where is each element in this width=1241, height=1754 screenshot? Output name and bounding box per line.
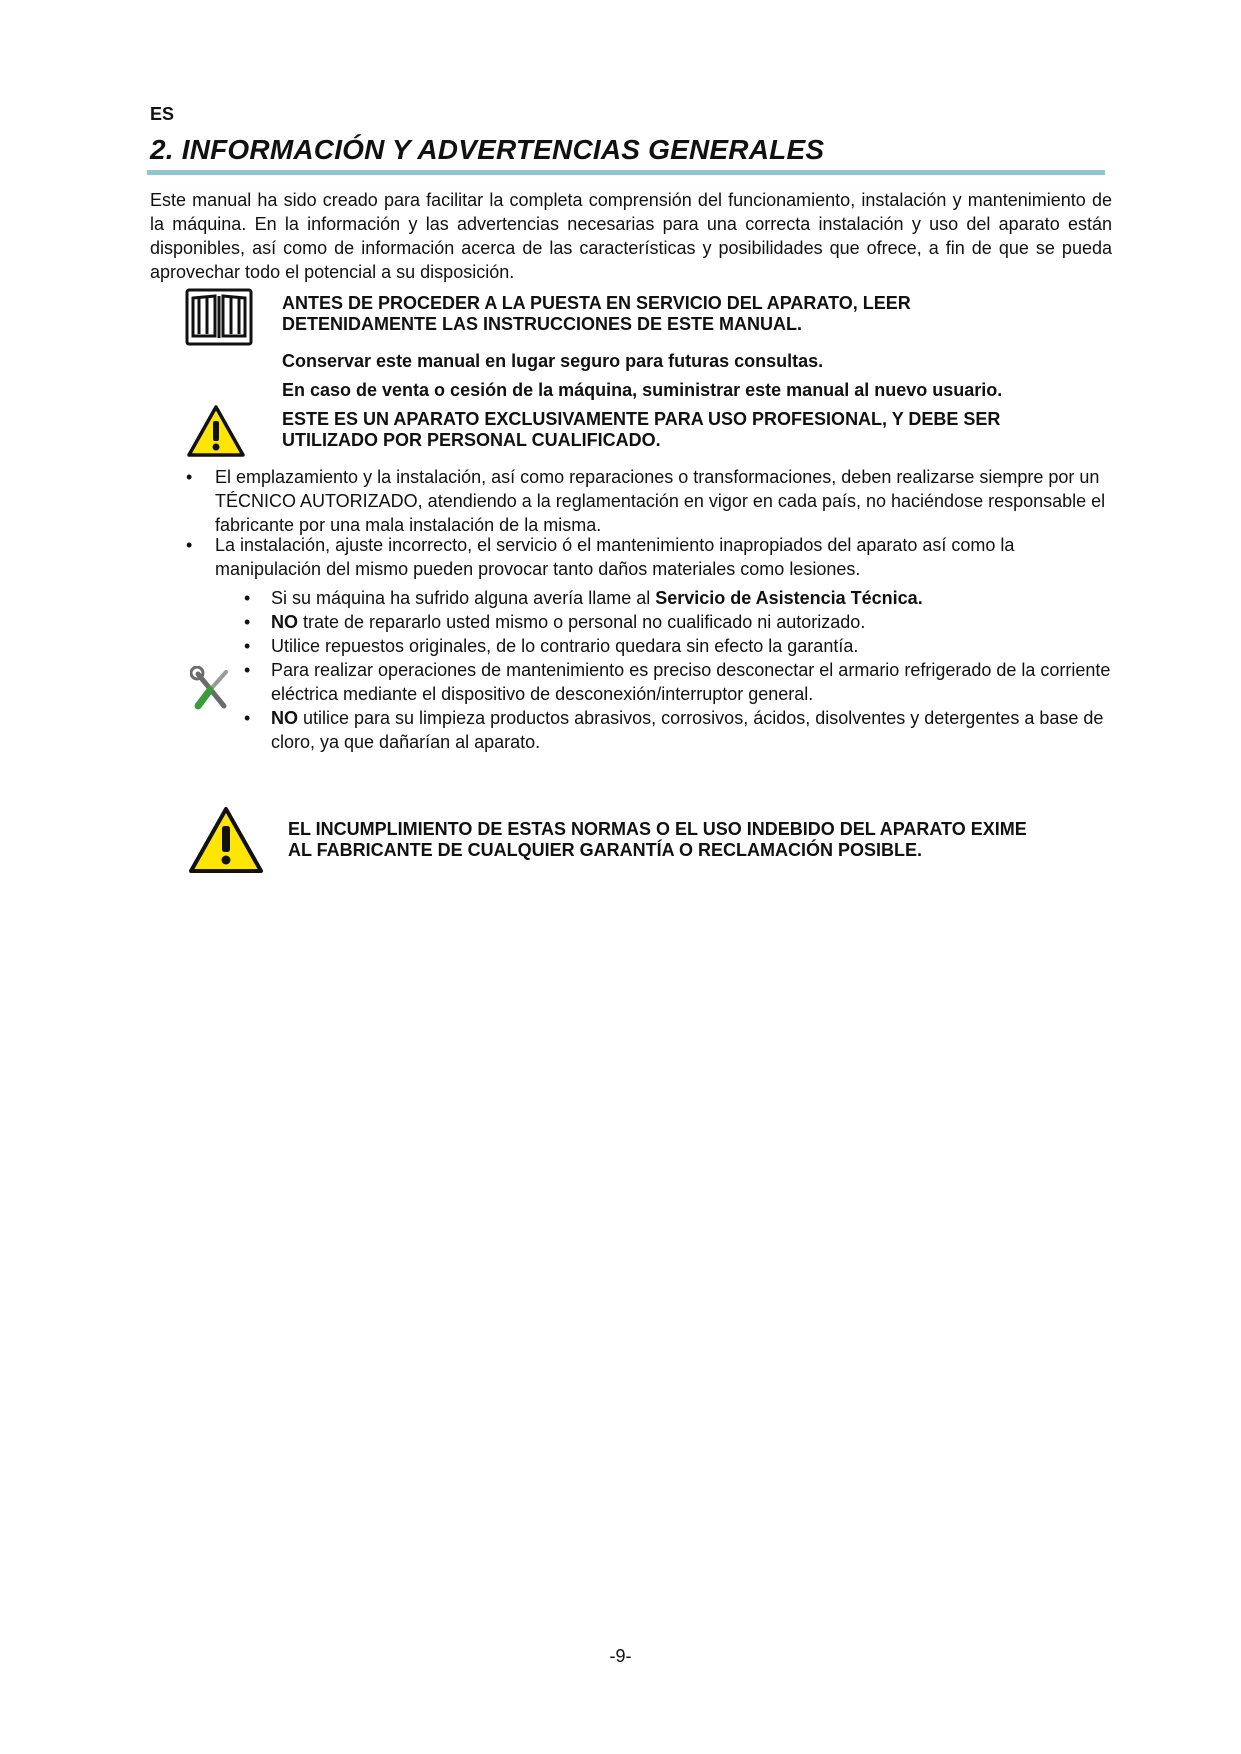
list-item-text: El emplazamiento y la instalación, así como reparaciones o transformaciones, deben realizarse siempre por un TÉCNICO AUTORIZADO, atendiendo a la reglamentación en vigor en cada país, no haciéndose responsable el fabricante por una mala instalación de la misma. <box>215 467 1106 535</box>
bullet-dot: • <box>244 708 251 728</box>
final-warning <box>288 819 1118 861</box>
read-manual-warning <box>282 293 1102 335</box>
sub-list-item-text <box>244 706 1116 754</box>
title-underline <box>147 170 1105 175</box>
list-item-text: La instalación, ajuste incorrecto, el servicio ó el mantenimiento inapropiados del aparato así como la manipulación del mismo pueden provocar tanto daños materiales como lesiones. <box>215 535 1015 579</box>
bullet-dot: • <box>244 588 251 608</box>
bullet-dot: • <box>186 535 193 555</box>
original-parts-text: Utilice repuestos originales, de lo contrario quedara sin efecto la garantía. <box>271 636 859 656</box>
manual-book-icon <box>185 288 253 346</box>
bullet-dot: • <box>186 467 193 487</box>
final-warning-line-1: EL INCUMPLIMIENTO DE ESTAS NORMAS O EL USO INDEBIDO DEL APARATO EXIME <box>288 819 1027 839</box>
no-repair-text: trate de repararlo usted mismo o personal no cualificado ni autorizado. <box>298 612 866 632</box>
warning-triangle-icon <box>188 806 264 874</box>
sub-list-item-text <box>244 586 1116 610</box>
section-title: 2. INFORMACIÓN Y ADVERTENCIAS GENERALES <box>150 134 825 165</box>
language-code: ES <box>150 104 175 124</box>
sale-note: En caso de venta o cesión de la máquina, suministrar este manual al nuevo usuario. <box>282 380 1003 400</box>
no-emphasis: NO <box>271 708 298 728</box>
bullet-dot: • <box>244 612 251 632</box>
disconnect-text: Para realizar operaciones de mantenimiento es preciso desconectar el armario refrigerado de la corriente eléctrica mediante el dispositivo de desconexión/interruptor general. <box>271 660 1111 704</box>
sub-list-item <box>244 610 1116 634</box>
professional-line-1: ESTE ES UN APARATO EXCLUSIVAMENTE PARA USO PROFESIONAL, Y DEBE SER <box>282 409 1001 429</box>
bullet-dot: • <box>244 636 251 656</box>
list-item <box>186 465 1116 537</box>
keep-manual-note: Conservar este manual en lugar seguro para futuras consultas. <box>282 351 824 371</box>
sub-list-item <box>244 658 1116 706</box>
read-manual-line-1: ANTES DE PROCEDER A LA PUESTA EN SERVICIO DEL APARATO, LEER <box>282 293 911 313</box>
cleaning-text: utilice para su limpieza productos abrasivos, corrosivos, ácidos, disolventes y detergentes a base de cloro, ya que dañarían al aparato. <box>271 708 1104 752</box>
sub-list-item <box>244 634 1116 658</box>
sub-list-item <box>244 586 1116 610</box>
professional-use-warning <box>282 409 1102 451</box>
tools-icon <box>190 666 234 714</box>
sub-list-item <box>244 706 1116 754</box>
warning-triangle-icon <box>186 404 246 458</box>
intro-text: Este manual ha sido creado para facilitar la completa comprensión del funcionamiento, instalación y mantenimiento de la máquina. En la información y las advertencias necesarias para una correcta instalación y uso del aparato están disponibles, así como de información acerca de las características y posibilidades que ofrece, a fin de que se pueda aprovechar todo el potencial a su disposición. <box>150 190 1112 282</box>
technical-service-label: Servicio de Asistencia Técnica. <box>655 588 923 608</box>
professional-line-2: UTILIZADO POR PERSONAL CUALIFICADO. <box>282 430 661 450</box>
page-number: -9- <box>609 1646 632 1666</box>
bullet-dot: • <box>244 660 251 680</box>
read-manual-line-2: DETENIDAMENTE LAS INSTRUCCIONES DE ESTE MANUAL. <box>282 314 803 334</box>
final-warning-line-2: AL FABRICANTE DE CUALQUIER GARANTÍA O RECLAMACIÓN POSIBLE. <box>288 840 923 860</box>
service-call-text: Si su máquina ha sufrido alguna avería llame al <box>271 588 656 608</box>
intro-paragraph <box>150 188 1112 284</box>
list-item <box>186 533 1116 581</box>
no-emphasis: NO <box>271 612 298 632</box>
sub-list-item-text <box>244 610 1116 634</box>
